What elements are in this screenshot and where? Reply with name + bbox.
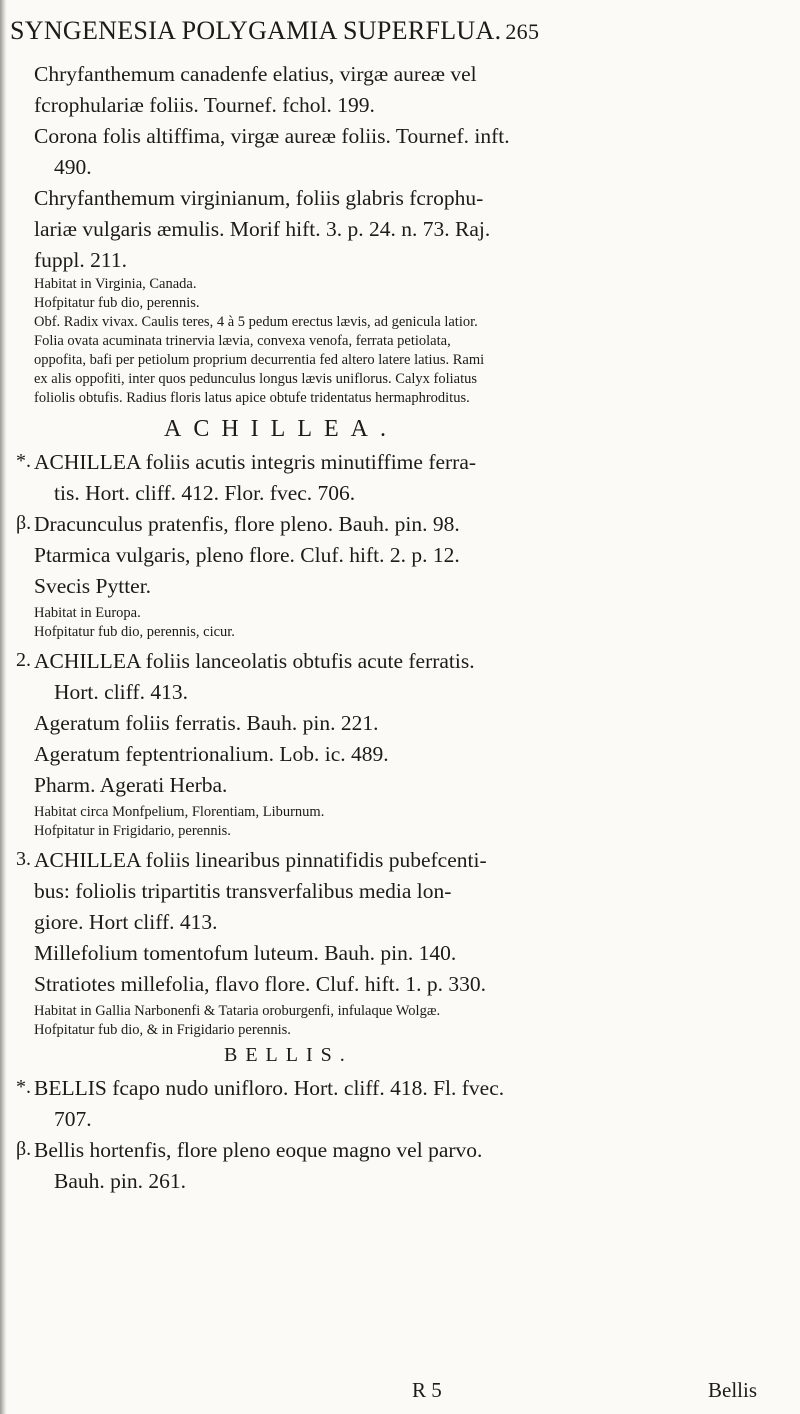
variety-marker: β. (16, 1138, 32, 1160)
text-line: Pharm. Agerati Herba. (34, 773, 228, 797)
text-line: Stratiotes millefolia, flavo flore. Cluf. hift. 1. p. 330. (34, 972, 487, 996)
observation-line: Obf. Radix vivax. Caulis teres, 4 à 5 pedum erectus lævis, ad genicula latior. (34, 314, 478, 330)
variety-marker: *. (16, 1076, 31, 1098)
genus-heading-achillea: ACHILLEA. (164, 416, 398, 442)
genus-heading-bellis: BELLIS. (224, 1044, 353, 1066)
page-gutter-edge (0, 0, 7, 1414)
text-line: 707. (54, 1107, 92, 1131)
habitat-line: Habitat in Gallia Narbonenfi & Tataria oroburgenfi, infulaque Wolgæ. (34, 1003, 441, 1019)
text-line: giore. Hort cliff. 413. (34, 910, 218, 934)
habitat-line: Habitat in Virginia, Canada. (34, 276, 197, 292)
text-line: 490. (54, 155, 92, 179)
text-line: Chryfanthemum canadenfe elatius, virgæ aureæ vel (34, 62, 477, 86)
text-line: fuppl. 211. (34, 248, 127, 272)
text-line: Svecis Pytter. (34, 574, 152, 598)
text-line: Corona folis altiffima, virgæ aureæ foliis. Tournef. inft. (34, 124, 510, 148)
observation-line: ex alis oppofiti, inter quos pedunculus longus lævis uniflorus. Calyx foliatus (34, 371, 478, 387)
habitat-line: Hofpitatur fub dio, perennis, cicur. (34, 624, 235, 640)
species-line: BELLIS fcapo nudo unifloro. Hort. cliff. 418. Fl. fvec. (34, 1076, 505, 1100)
observation-line: Folia ovata acuminata trinervia lævia, convexa venofa, ferrata petiolata, (34, 333, 451, 349)
variety-marker: *. (16, 450, 31, 472)
text-line: fcrophulariæ foliis. Tournef. fchol. 199. (34, 93, 375, 117)
variety-marker: β. (16, 512, 32, 534)
catchword: Bellis (708, 1378, 758, 1402)
species-line: ACHILLEA foliis lanceolatis obtufis acute ferratis. (34, 649, 475, 673)
text-line: Ageratum foliis ferratis. Bauh. pin. 221. (34, 711, 379, 735)
running-head (10, 16, 539, 46)
species-number: 3. (16, 848, 31, 870)
text-line: Bellis hortenfis, flore pleno eoque magno vel parvo. (34, 1138, 483, 1162)
observation-line: oppofita, bafi per petiolum proprium decurrentia fed altero latere latius. Rami (34, 352, 485, 368)
species-number: 2. (16, 649, 31, 671)
text-line: Ageratum feptentrionalium. Lob. ic. 489. (34, 742, 389, 766)
observation-line: foliolis obtufis. Radius floris latus apice obtufe tridentatus hermaphroditus. (34, 390, 470, 406)
page-number: 265 (505, 19, 540, 44)
text-line: Dracunculus pratenfis, flore pleno. Bauh. pin. 98. (34, 512, 460, 536)
running-head-title: SYNGENESIA POLYGAMIA SUPERFLUA. (10, 16, 502, 45)
text-line: Bauh. pin. 261. (54, 1169, 186, 1193)
species-line: ACHILLEA foliis linearibus pinnatifidis pubefcenti- (34, 848, 487, 872)
habitat-line: Habitat circa Monfpelium, Florentiam, Liburnum. (34, 804, 325, 820)
signature-mark: R 5 (412, 1378, 442, 1402)
species-line: ACHILLEA foliis acutis integris minutiffime ferra- (34, 450, 477, 474)
text-line: bus: foliolis tripartitis transverfalibus media lon- (34, 879, 452, 903)
text-line: Millefolium tomentofum luteum. Bauh. pin. 140. (34, 941, 457, 965)
habitat-line: Hofpitatur fub dio, & in Frigidario perennis. (34, 1022, 291, 1038)
habitat-line: Habitat in Europa. (34, 605, 141, 621)
habitat-line: Hofpitatur in Frigidario, perennis. (34, 823, 231, 839)
habitat-line: Hofpitatur fub dio, perennis. (34, 295, 200, 311)
text-line: Chryfanthemum virginianum, foliis glabris fcrophu- (34, 186, 484, 210)
text-line: Hort. cliff. 413. (54, 680, 188, 704)
text-line: lariæ vulgaris æmulis. Morif hift. 3. p. 24. n. 73. Raj. (34, 217, 491, 241)
text-line: Ptarmica vulgaris, pleno flore. Cluf. hift. 2. p. 12. (34, 543, 460, 567)
text-line: tis. Hort. cliff. 412. Flor. fvec. 706. (54, 481, 356, 505)
